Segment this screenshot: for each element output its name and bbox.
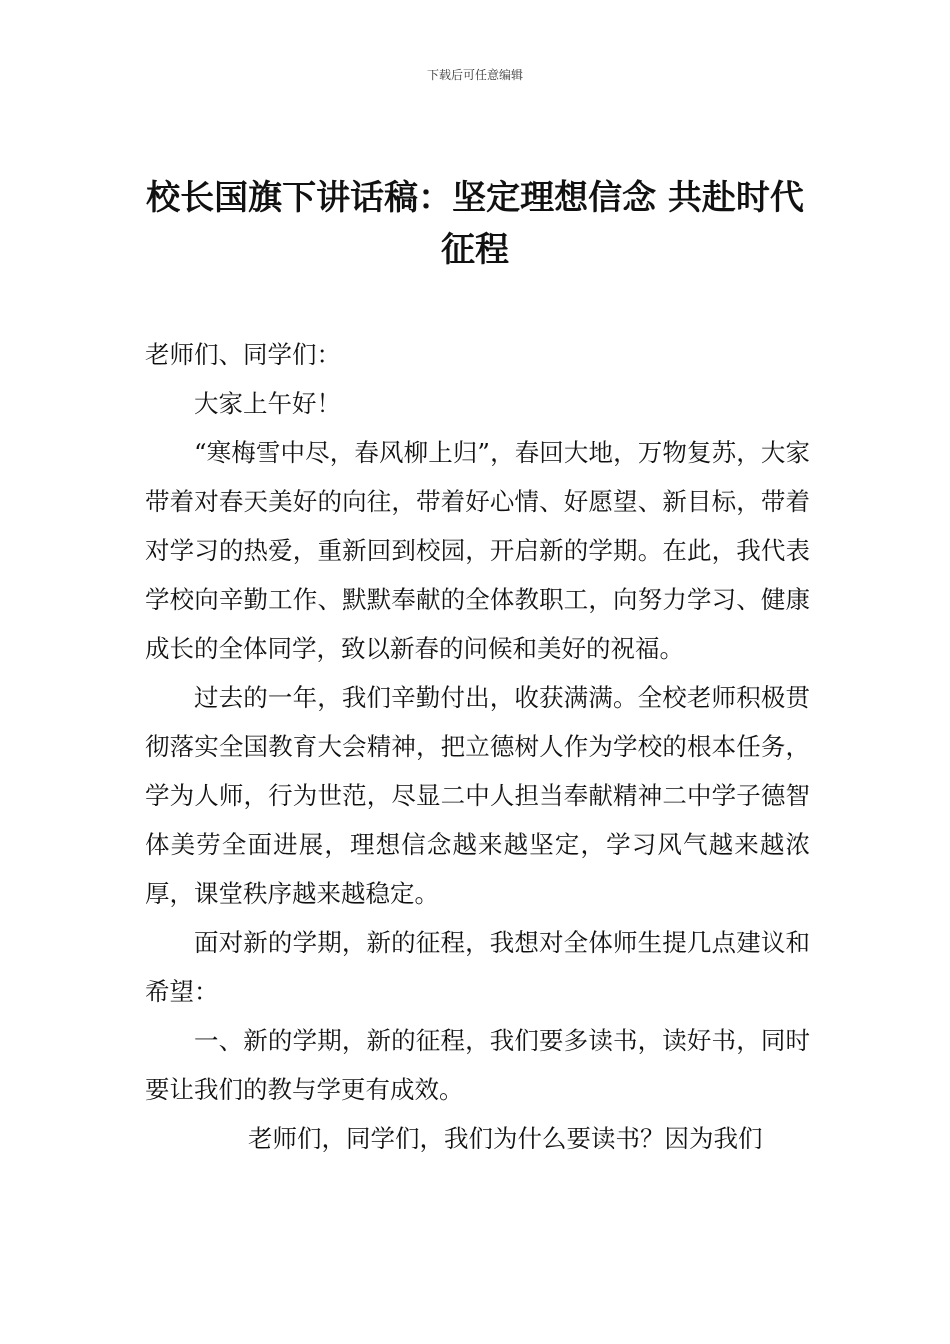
paragraph-new-semester: 面对新的学期，新的征程，我想对全体师生提几点建议和希望： — [145, 928, 810, 1006]
paragraph-point-one: 一、新的学期，新的征程，我们要多读书，读好书，同时要让我们的教与学更有成效。 — [145, 1026, 810, 1104]
paragraph-greeting: 大家上午好！ — [194, 389, 341, 418]
document-body — [145, 330, 810, 1163]
paragraph-why-read: 老师们，同学们，我们为什么要读书？因为我们 — [248, 1124, 763, 1153]
paragraph-spring-opening: “寒梅雪中尽，春风柳上归”，春回大地，万物复苏，大家带着对春天美好的向往，带着好心情、好愿望、新目标，带着对学习的热爱，重新回到校园，开启新的学期。在此，我代表学校向辛勤工作、默默奉献的全体教职工，向努力学习、健康成长的全体同学，致以新春的问候和美好的祝福。 — [145, 438, 810, 663]
paragraph-past-year: 过去的一年，我们辛勤付出，收获满满。全校老师积极贯彻落实全国教育大会精神，把立德树人作为学校的根本任务，学为人师，行为世范，尽显二中人担当奉献精神二中学子德智体美劳全面进展，理想信念越来越坚定，学习风气越来越浓厚，课堂秩序越来越稳定。 — [145, 683, 810, 908]
salutation: 老师们、同学们： — [145, 340, 341, 369]
page-header-note: 下载后可任意编辑 — [426, 68, 523, 82]
document-title: 校长国旗下讲话稿：坚定理想信念 共赴时代征程 — [146, 178, 804, 270]
